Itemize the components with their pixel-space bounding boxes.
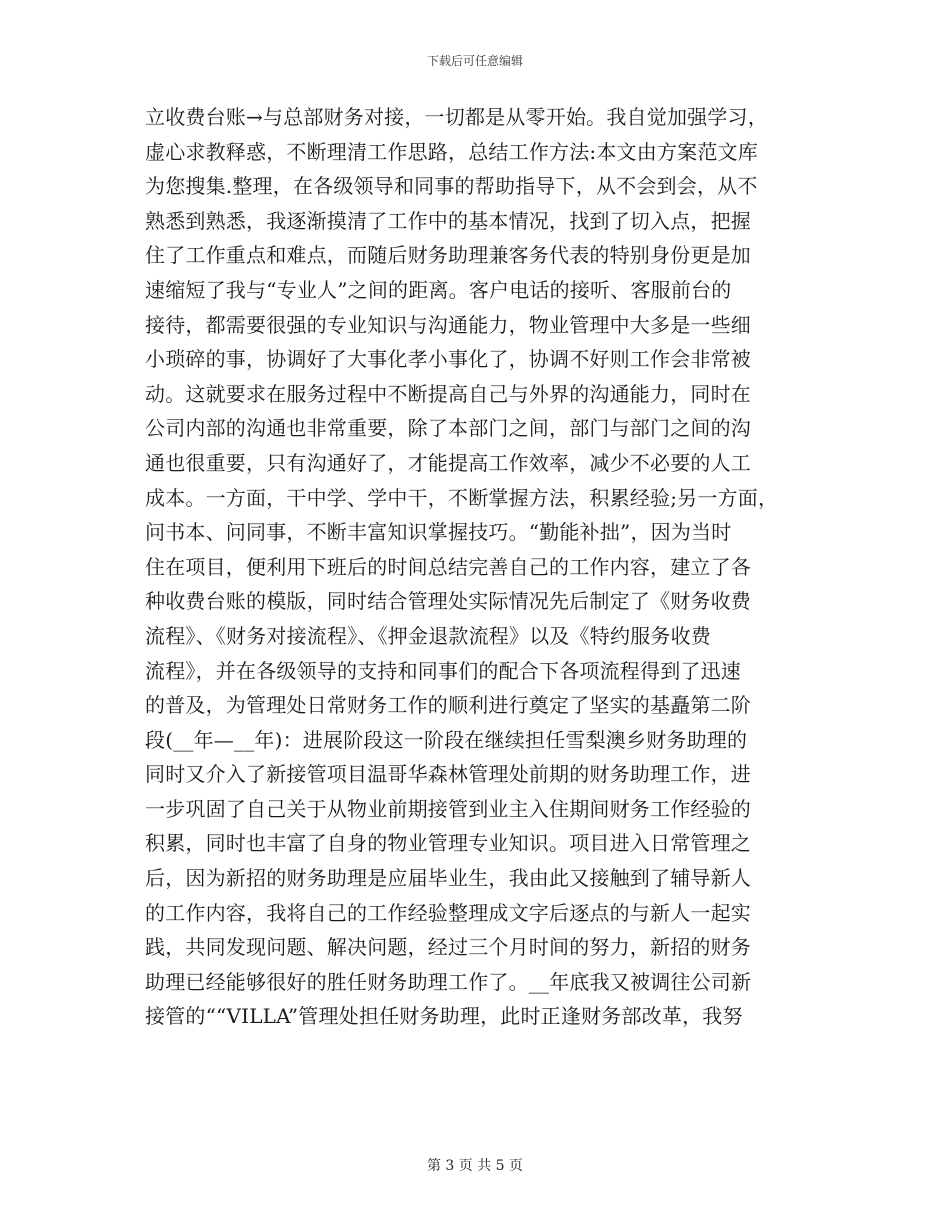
- text-line: 通也很重要，只有沟通好了，才能提高工作效率，减少不必要的人工: [145, 450, 751, 475]
- text-line: 接待，都需要很强的专业知识与沟通能力，物业管理中大多是一些细: [145, 312, 751, 337]
- page-footer: 第 3 页 共 5 页: [426, 1158, 524, 1174]
- text-line: 问书本、问同事，不断丰富知识掌握技巧。“勤能补拙”，因为当时: [145, 520, 732, 545]
- text-line: 小琐碎的事，协调好了大事化孝小事化了，协调不好则工作会非常被: [145, 347, 751, 372]
- page-header: 下载后可任意编辑: [426, 54, 523, 68]
- text-line: 流程》、《财务对接流程》、《押金退款流程》以及《特约服务收费: [145, 623, 711, 648]
- text-line: 的普及，为管理处日常财务工作的顺利进行奠定了坚实的基矗第二阶: [145, 693, 751, 718]
- text-line: 一步巩固了自己关于从物业前期接管到业主入住期间财务工作经验的: [145, 796, 751, 821]
- body-text: [145, 100, 805, 1034]
- text-line: 成本。一方面，干中学、学中干，不断掌握方法，积累经验;另一方面，: [145, 485, 779, 510]
- text-line: 住在项目，便利用下班后的时间总结完善自己的工作内容，建立了各: [145, 554, 751, 579]
- text-line: 熟悉到熟悉，我逐渐摸清了工作中的基本情况，找到了切入点，把握: [145, 208, 751, 233]
- text-line: 践，共同发现问题、解决问题，经过三个月时间的努力，新招的财务: [145, 935, 751, 960]
- text-line: 同时又介入了新接管项目温哥华森林管理处前期的财务助理工作，进: [145, 762, 751, 787]
- text-line: 虚心求教释惑，不断理清工作思路，总结工作方法:本文由方案范文库: [145, 139, 758, 164]
- text-line: 助理已经能够很好的胜任财务助理工作了。__年底我又被调往公司新: [145, 969, 752, 994]
- text-line: 段(__年—__年)：进展阶段这一阶段在继续担任雪梨澳乡财务助理的: [145, 727, 748, 752]
- text-line: 的工作内容，我将自己的工作经验整理成文字后逐点的与新人一起实: [145, 900, 751, 925]
- text-line: 速缩短了我与“专业人”之间的距离。客户电话的接听、客服前台的: [145, 277, 732, 302]
- text-line: 积累，同时也丰富了自身的物业管理专业知识。项目进入日常管理之: [145, 831, 751, 856]
- text-line: 种收费台账的模版，同时结合管理处实际情况先后制定了《财务收费: [145, 589, 751, 614]
- text-line: 接管的““VILLA”管理处担任财务助理，此时正逢财务部改革，我努: [145, 1004, 743, 1029]
- text-line: 住了工作重点和难点，而随后财务助理兼客务代表的特别身份更是加: [145, 243, 751, 268]
- text-line: 流程》，并在各级领导的支持和同事们的配合下各项流程得到了迅速: [145, 658, 741, 683]
- text-line: 公司内部的沟通也非常重要，除了本部门之间，部门与部门之间的沟: [145, 416, 751, 441]
- text-line: 立收费台账→与总部财务对接，一切都是从零开始。我自觉加强学习，: [145, 105, 768, 129]
- text-line: 为您搜集.整理，在各级领导和同事的帮助指导下，从不会到会，从不: [145, 174, 758, 199]
- text-line: 后，因为新招的财务助理是应届毕业生，我由此又接触到了辅导新人: [145, 866, 751, 891]
- text-line: 动。这就要求在服务过程中不断提高自己与外界的沟通能力，同时在: [145, 381, 751, 406]
